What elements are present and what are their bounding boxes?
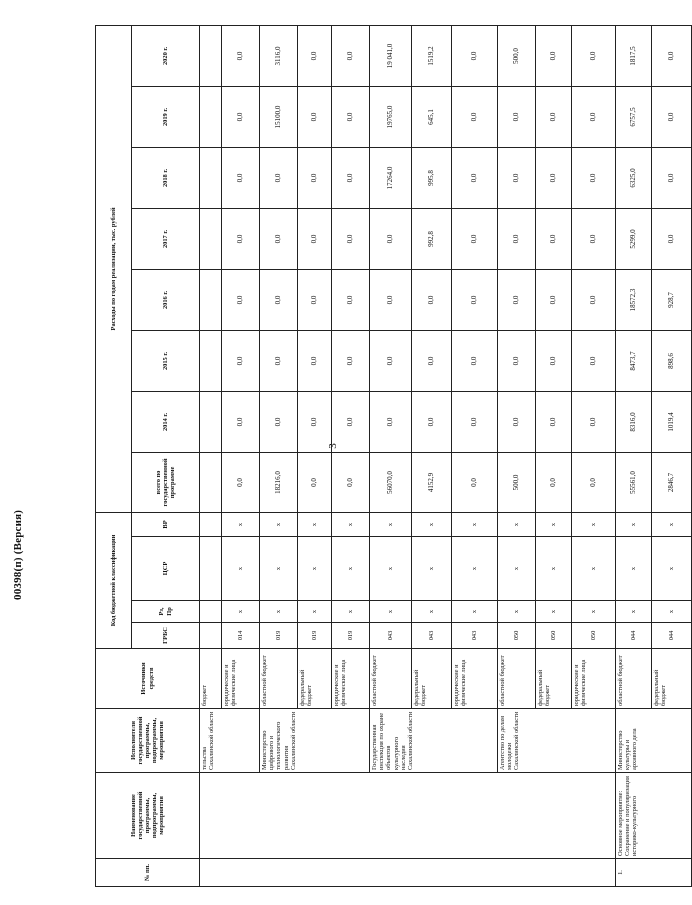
cell-year-value: 0,0 (332, 86, 370, 147)
cell-executor: тельства Сахалинской области (200, 709, 260, 773)
cell-year-value: 0,0 (298, 208, 332, 269)
cell-year-value: 0,0 (572, 269, 616, 330)
cell-executor: Министерство цифрового и технологического развития Сахалинской области (260, 709, 370, 773)
cell-year-value: 0,0 (332, 208, 370, 269)
cell-source: областной бюджет (498, 649, 536, 709)
cell-source: бюджет (200, 649, 222, 709)
cell-year-value: 992,8 (412, 208, 452, 269)
cell-vr: x (298, 512, 332, 536)
cell-total: 500,0 (498, 452, 536, 512)
cell-year-value (200, 147, 222, 208)
table-row (260, 25, 298, 886)
cell-year-value: 6325,0 (616, 147, 652, 208)
cell-rzpr: x (498, 601, 536, 623)
cell-year-value: 0,0 (572, 147, 616, 208)
header-rzpr: Рз, Пр (132, 601, 200, 623)
header-year: 2016 г. (132, 269, 200, 330)
cell-total: 0,0 (536, 452, 572, 512)
cell-year-value: 0,0 (652, 208, 692, 269)
page-number: 3 (326, 443, 339, 449)
cell-year-value: 19765,0 (370, 86, 412, 147)
cell-total (200, 452, 222, 512)
cell-year-value: 6757,5 (616, 86, 652, 147)
cell-year-value: 0,0 (452, 25, 498, 86)
cell-no: 1. (616, 859, 692, 887)
cell-rzpr: x (572, 601, 616, 623)
cell-csr: x (616, 537, 652, 601)
cell-year-value: 0,0 (572, 208, 616, 269)
cell-year-value: 5299,0 (616, 208, 652, 269)
cell-total: 0,0 (572, 452, 616, 512)
cell-rzpr (200, 601, 222, 623)
cell-year-value: 0,0 (452, 269, 498, 330)
cell-year-value: 0,0 (452, 86, 498, 147)
cell-vr: x (222, 512, 260, 536)
header-year: 2017 г. (132, 208, 200, 269)
cell-year-value: 0,0 (332, 391, 370, 452)
cell-csr (200, 537, 222, 601)
cell-total: 2846,7 (652, 452, 692, 512)
cell-year-value: 0,0 (260, 391, 298, 452)
table-row (616, 25, 652, 886)
cell-rzpr: x (332, 601, 370, 623)
cell-total: 0,0 (222, 452, 260, 512)
header-year: 2014 г. (132, 391, 200, 452)
cell-total: 0,0 (298, 452, 332, 512)
cell-year-value: 500,0 (498, 25, 536, 86)
cell-year-value: 0,0 (332, 269, 370, 330)
cell-year-value: 0,0 (370, 208, 412, 269)
cell-name: Основное мероприятие: Сохранение и популяризация историко-культурного (616, 773, 692, 859)
cell-year-value: 0,0 (260, 208, 298, 269)
cell-year-value: 0,0 (260, 330, 298, 391)
cell-year-value: 0,0 (222, 269, 260, 330)
cell-year-value: 0,0 (536, 269, 572, 330)
cell-grbs: 050 (572, 623, 616, 649)
cell-year-value: 8473,7 (616, 330, 652, 391)
cell-vr: x (260, 512, 298, 536)
cell-name (200, 773, 616, 859)
cell-year-value: 0,0 (452, 330, 498, 391)
cell-year-value: 0,0 (652, 147, 692, 208)
header-year: 2019 г. (132, 86, 200, 147)
cell-year-value: 0,0 (298, 391, 332, 452)
cell-year-value: 0,0 (222, 330, 260, 391)
cell-year-value: 898,6 (652, 330, 692, 391)
cell-executor: Министерство культуры и архивного дела (616, 709, 692, 773)
cell-year-value: 1817,5 (616, 25, 652, 86)
cell-year-value: 19 041,0 (370, 25, 412, 86)
cell-grbs: 043 (412, 623, 452, 649)
cell-year-value: 0,0 (498, 269, 536, 330)
cell-csr: x (260, 537, 298, 601)
cell-year-value: 18572,3 (616, 269, 652, 330)
cell-year-value: 0,0 (298, 86, 332, 147)
cell-vr: x (572, 512, 616, 536)
cell-year-value: 0,0 (222, 147, 260, 208)
cell-vr: x (498, 512, 536, 536)
cell-csr: x (652, 537, 692, 601)
cell-rzpr: x (370, 601, 412, 623)
cell-source: областной бюджет (370, 649, 412, 709)
cell-year-value: 0,0 (452, 147, 498, 208)
header-name: Наименование государственной программы, подпрограммы, мероприятия (96, 773, 200, 859)
cell-rzpr: x (260, 601, 298, 623)
cell-year-value: 928,7 (652, 269, 692, 330)
cell-grbs: 044 (652, 623, 692, 649)
cell-year-value: 0,0 (536, 208, 572, 269)
cell-rzpr: x (222, 601, 260, 623)
cell-executor: Агентство по делам молодежи Сахалинской области (498, 709, 616, 773)
cell-year-value: 0,0 (536, 330, 572, 391)
cell-year-value: 0,0 (652, 86, 692, 147)
cell-grbs: 019 (332, 623, 370, 649)
cell-year-value: 0,0 (332, 25, 370, 86)
header-year: 2018 г. (132, 147, 200, 208)
cell-total: 0,0 (452, 452, 498, 512)
cell-year-value: 0,0 (652, 25, 692, 86)
cell-year-value: 0,0 (412, 330, 452, 391)
cell-year-value: 0,0 (498, 330, 536, 391)
cell-year-value: 0,0 (452, 208, 498, 269)
cell-source: федеральный бюджет (298, 649, 332, 709)
cell-csr: x (536, 537, 572, 601)
cell-year-value: 0,0 (536, 391, 572, 452)
cell-rzpr: x (616, 601, 652, 623)
cell-source: юридические и физические лица (332, 649, 370, 709)
cell-year-value: 1019,4 (652, 391, 692, 452)
cell-grbs: 019 (298, 623, 332, 649)
cell-year-value: 3116,0 (260, 25, 298, 86)
cell-year-value: 0,0 (370, 269, 412, 330)
cell-vr: x (332, 512, 370, 536)
cell-vr: x (452, 512, 498, 536)
cell-year-value: 0,0 (298, 25, 332, 86)
cell-year-value: 0,0 (572, 391, 616, 452)
cell-year-value: 0,0 (412, 391, 452, 452)
header-year: 2015 г. (132, 330, 200, 391)
cell-csr: x (412, 537, 452, 601)
cell-vr (200, 512, 222, 536)
cell-year-value (200, 391, 222, 452)
cell-grbs: 014 (222, 623, 260, 649)
cell-year-value: 0,0 (260, 147, 298, 208)
cell-total: 0,0 (332, 452, 370, 512)
table-row (498, 25, 536, 886)
cell-year-value (200, 208, 222, 269)
cell-source: федеральный бюджет (536, 649, 572, 709)
cell-csr: x (298, 537, 332, 601)
cell-rzpr: x (536, 601, 572, 623)
cell-csr: x (498, 537, 536, 601)
cell-vr: x (412, 512, 452, 536)
cell-csr: x (572, 537, 616, 601)
header-vr: ВР (132, 512, 200, 536)
cell-year-value: 0,0 (260, 269, 298, 330)
cell-csr: x (370, 537, 412, 601)
cell-year-value: 0,0 (332, 330, 370, 391)
cell-year-value: 0,0 (222, 208, 260, 269)
cell-year-value: 0,0 (572, 25, 616, 86)
cell-rzpr: x (412, 601, 452, 623)
cell-year-value: 0,0 (536, 147, 572, 208)
cell-year-value: 0,0 (222, 86, 260, 147)
cell-year-value: 0,0 (498, 147, 536, 208)
cell-year-value: 0,0 (572, 330, 616, 391)
cell-year-value: 0,0 (222, 391, 260, 452)
cell-grbs: 050 (536, 623, 572, 649)
cell-year-value: 0,0 (298, 330, 332, 391)
header-budget-code: Код бюджетной классификации (96, 512, 132, 648)
cell-year-value: 1519,2 (412, 25, 452, 86)
cell-year-value: 15100,0 (260, 86, 298, 147)
header-expenses: Расходы по годам реализации, тыс. рублей (96, 25, 132, 512)
cell-year-value: 17264,0 (370, 147, 412, 208)
document-id: 00398(п) (Версия) (12, 509, 24, 600)
cell-total: 18216,0 (260, 452, 298, 512)
cell-year-value: 0,0 (498, 208, 536, 269)
cell-total: 55561,0 (616, 452, 652, 512)
cell-grbs (200, 623, 222, 649)
cell-year-value: 0,0 (412, 269, 452, 330)
cell-source: юридические и физические лица (572, 649, 616, 709)
cell-year-value (200, 25, 222, 86)
cell-source: областной бюджет (616, 649, 652, 709)
header-csr: ЦСР (132, 537, 200, 601)
cell-total: 4152,9 (412, 452, 452, 512)
cell-vr: x (652, 512, 692, 536)
cell-year-value: 0,0 (222, 25, 260, 86)
cell-year-value: 0,0 (370, 391, 412, 452)
cell-grbs: 050 (498, 623, 536, 649)
cell-total: 56070,0 (370, 452, 412, 512)
cell-year-value: 8316,0 (616, 391, 652, 452)
cell-csr: x (222, 537, 260, 601)
cell-vr: x (616, 512, 652, 536)
budget-table (95, 25, 692, 887)
cell-year-value (200, 86, 222, 147)
header-no: № пп. (96, 859, 200, 887)
cell-year-value: 645,1 (412, 86, 452, 147)
cell-grbs: 019 (260, 623, 298, 649)
table-body (200, 25, 692, 886)
cell-year-value (200, 269, 222, 330)
cell-year-value: 995,8 (412, 147, 452, 208)
header-grbs: ГРБС (132, 623, 200, 649)
header-executor: Исполнители государственной программы, подпрограммы, мероприятия (96, 709, 200, 773)
cell-grbs: 043 (370, 623, 412, 649)
cell-csr: x (452, 537, 498, 601)
cell-source: федеральный бюджет (412, 649, 452, 709)
cell-rzpr: x (298, 601, 332, 623)
cell-year-value: 0,0 (298, 147, 332, 208)
cell-year-value: 0,0 (370, 330, 412, 391)
cell-source: федеральный бюджет (652, 649, 692, 709)
header-year: 2020 г. (132, 25, 200, 86)
cell-grbs: 044 (616, 623, 652, 649)
cell-source: юридические и физические лица (452, 649, 498, 709)
cell-rzpr: x (452, 601, 498, 623)
cell-year-value (200, 330, 222, 391)
cell-year-value: 0,0 (498, 86, 536, 147)
table-row (200, 25, 222, 886)
cell-source: юридические и физические лица (222, 649, 260, 709)
cell-source: областной бюджет (260, 649, 298, 709)
cell-year-value: 0,0 (572, 86, 616, 147)
cell-year-value: 0,0 (536, 25, 572, 86)
cell-year-value: 0,0 (332, 147, 370, 208)
cell-vr: x (370, 512, 412, 536)
cell-vr: x (536, 512, 572, 536)
cell-executor: Государственная инспекция по охране объектов культурного наследия Сахалинской области (370, 709, 498, 773)
table-row (370, 25, 412, 886)
header-total: всего по государственной программе (132, 452, 200, 512)
cell-no (200, 859, 616, 887)
cell-year-value: 0,0 (536, 86, 572, 147)
cell-year-value: 0,0 (298, 269, 332, 330)
cell-grbs: 043 (452, 623, 498, 649)
header-source: Источники средств (96, 649, 200, 709)
cell-year-value: 0,0 (498, 391, 536, 452)
cell-rzpr: x (652, 601, 692, 623)
cell-csr: x (332, 537, 370, 601)
rotated-table-wrapper (95, 25, 675, 887)
cell-year-value: 0,0 (452, 391, 498, 452)
